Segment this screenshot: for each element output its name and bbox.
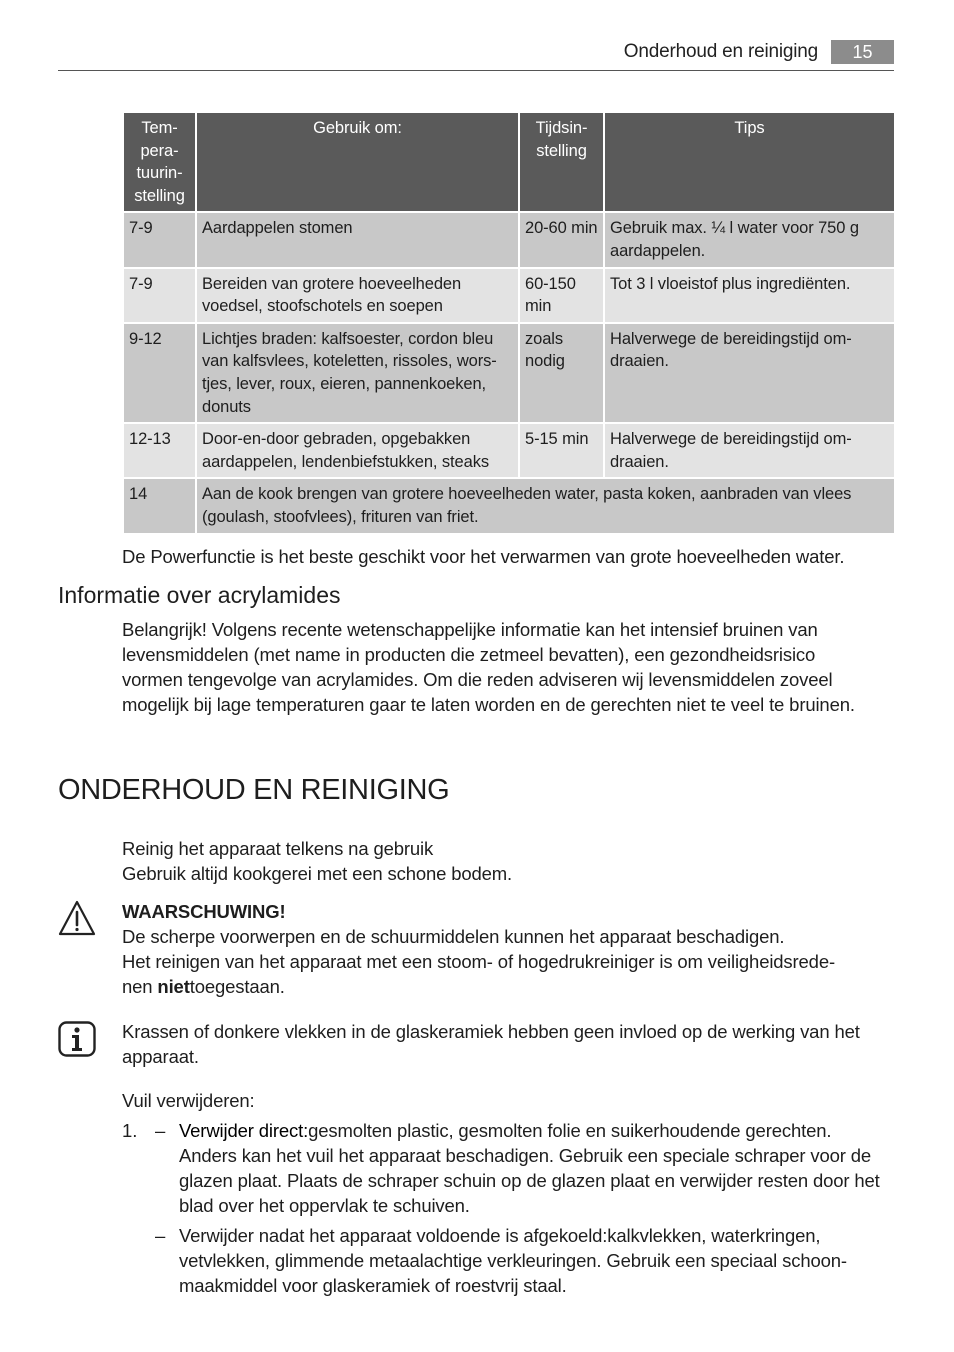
warning-text-post: toegestaan. <box>189 976 285 997</box>
warning-title: WAARSCHUWING! <box>122 901 286 922</box>
cell-tips: Halverwege de bereidingstijd om-draaien. <box>604 323 895 423</box>
cell-temp: 12-13 <box>123 423 196 478</box>
remove-direct-text: Anders kan het vuil het apparaat beschadigen. Gebruik een speciale schraper voor de glazen plaat. Plaats de schraper schuin op de glazen plaat en verwijder resten door het blad over het oppervlak te schuiven. <box>179 1145 880 1216</box>
remove-direct-label: Verwijder direct: <box>179 1120 309 1141</box>
remove-after-cool-label: Verwijder nadat het apparaat voldoende is afgekoeld: <box>179 1225 608 1246</box>
header-rule <box>58 70 894 71</box>
intro-line-2: Gebruik altijd kookgerei met een schone bodem. <box>122 863 513 884</box>
info-icon <box>58 1021 96 1057</box>
list-dash: – <box>155 1120 166 1141</box>
section-heading: ONDERHOUD EN REINIGING <box>58 774 450 806</box>
cell-temp: 7-9 <box>123 212 196 267</box>
cell-temp: 7-9 <box>123 268 196 323</box>
cell-tips: Gebruik max. ¼ l water voor 750 g aardappelen. <box>604 212 895 267</box>
cell-use: Aardappelen stomen <box>196 212 519 267</box>
acrylamide-heading: Informatie over acrylamides <box>58 582 341 608</box>
cell-time: zoals nodig <box>519 323 604 423</box>
list-dash: – <box>155 1225 166 1246</box>
table-row <box>123 268 895 323</box>
header-temperature: Tem- pera- tuurin- stelling <box>123 112 196 212</box>
header-use: Gebruik om: <box>196 112 519 212</box>
remove-direct-items: gesmolten plastic, gesmolten folie en suikerhoudende gerechten. <box>308 1120 832 1141</box>
table-row <box>123 478 895 533</box>
table-row <box>123 212 895 267</box>
cell-use-wide: Aan de kook brengen van grotere hoeveelheden water, pasta koken, aanbraden van vlees (goulash, stoofvlees), frituren van friet. <box>196 478 895 533</box>
acrylamide-text: Volgens recente wetenschappelijke informatie kan het intensief bruinen van levensmiddelen (met name in producten die zetmeel bevatten), een gezondheidsrisico vormen tengevolge van acrylamides. Om die reden adviseren wij levensmiddelen zoveel mogelijk bij lage temperaturen gaar te laten worden en de gerechten niet te veel te bruinen. <box>122 619 855 715</box>
running-header: Onderhoud en reiniging <box>623 41 818 62</box>
cell-use: Bereiden van grotere hoeveelheden voedsel, stoofschotels en soepen <box>196 268 519 323</box>
acrylamide-paragraph <box>122 617 867 717</box>
warning-line-2: Het reinigen van het apparaat met een stoom- of hogedrukreiniger is om veiligheidsrede- <box>122 951 835 972</box>
info-line-1: Krassen of donkere vlekken in de glaskeramiek hebben geen invloed op de werking van het <box>122 1021 860 1042</box>
remove-after-cool-items: kalkvlekken, waterkringen, <box>607 1225 821 1246</box>
header-tips: Tips <box>604 112 895 212</box>
list-number: 1. <box>122 1120 138 1141</box>
table-row <box>123 323 895 423</box>
page-number: 15 <box>831 40 894 64</box>
header-time: Tijdsin- stelling <box>519 112 604 212</box>
cell-temp: 9-12 <box>123 323 196 423</box>
warning-text-bold: niet <box>157 976 190 997</box>
remove-after-cool-text: vetvlekken, glimmende metaalachtige verkleuringen. Gebruik een speciaal schoon-maakmiddel voor glaskeramiek of roestvrij staal. <box>179 1250 847 1296</box>
cell-tips: Tot 3 l vloeistof plus ingrediënten. <box>604 268 895 323</box>
warning-line-1: De scherpe voorwerpen en de schuurmiddelen kunnen het apparaat beschadigen. <box>122 926 785 947</box>
intro-line-1: Reinig het apparaat telkens na gebruik <box>122 838 434 859</box>
dirt-heading: Vuil verwijderen: <box>122 1090 255 1111</box>
remove-direct-first-line <box>179 1118 831 1143</box>
warning-triangle-icon <box>57 899 97 937</box>
table-row <box>123 423 895 478</box>
warning-text-pre: nen <box>122 976 158 997</box>
cell-use: Lichtjes braden: kalfsoester, cordon bleu van kalfsvlees, koteletten, rissoles, wors-tjes, lever, roux, eieren, pannenkoeken, donuts <box>196 323 519 423</box>
cell-time: 5-15 min <box>519 423 604 478</box>
cell-time: 60-150 min <box>519 268 604 323</box>
remove-after-cool-first-line <box>179 1223 820 1248</box>
info-line-2: apparaat. <box>122 1046 199 1067</box>
cooking-settings-table <box>122 111 896 535</box>
table-header-row <box>123 112 895 212</box>
important-label: Belangrijk! <box>122 619 207 640</box>
cell-use: Door-en-door gebraden, opgebakken aardappelen, lendenbiefstukken, steaks <box>196 423 519 478</box>
cell-time: 20-60 min <box>519 212 604 267</box>
cell-temp: 14 <box>123 478 196 533</box>
cell-tips: Halverwege de bereidingstijd om-draaien. <box>604 423 895 478</box>
warning-line-3 <box>122 974 285 999</box>
power-note: De Powerfunctie is het beste geschikt voor het verwarmen van grote hoeveelheden water. <box>122 546 845 567</box>
